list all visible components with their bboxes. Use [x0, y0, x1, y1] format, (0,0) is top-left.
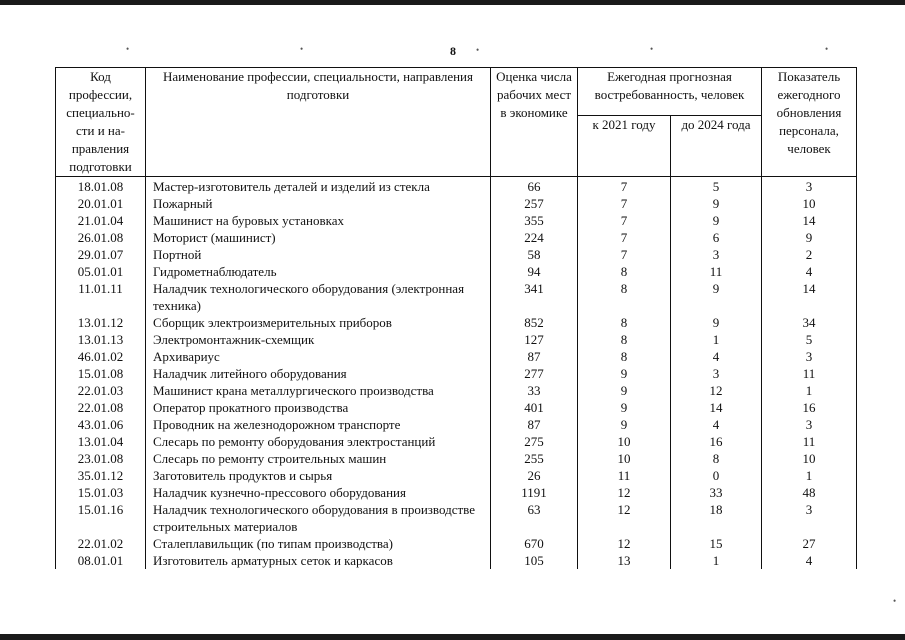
cell-name: Электромонтажник-схемщик: [146, 331, 491, 348]
cell-forecast-2021: 12: [578, 535, 671, 552]
cell-code: 46.01.02: [56, 348, 146, 365]
cell-name: Машинист на буровых установках: [146, 212, 491, 229]
cell-code: 22.01.08: [56, 399, 146, 416]
cell-code: 13.01.04: [56, 433, 146, 450]
cell-renewal: 14: [762, 212, 857, 229]
cell-forecast-2021: 10: [578, 433, 671, 450]
cell-code: 43.01.06: [56, 416, 146, 433]
cell-name: Оператор прокатного производства: [146, 399, 491, 416]
cell-name: Слесарь по ремонту строительных машин: [146, 450, 491, 467]
bottom-border: [0, 634, 905, 640]
cell-code: 08.01.01: [56, 552, 146, 569]
cell-jobs: 87: [491, 416, 578, 433]
cell-name: Сборщик электроизмерительных приборов: [146, 314, 491, 331]
table-row: [56, 195, 857, 212]
table-row: [56, 399, 857, 416]
table-row: [56, 348, 857, 365]
cell-jobs: 277: [491, 365, 578, 382]
cell-renewal: 10: [762, 195, 857, 212]
cell-forecast-2021: 8: [578, 348, 671, 365]
page-number: 8: [450, 44, 456, 58]
cell-jobs: 105: [491, 552, 578, 569]
cell-renewal: 11: [762, 365, 857, 382]
table-body: [56, 177, 857, 570]
cell-forecast-2024: 9: [671, 280, 762, 314]
cell-forecast-2024: 14: [671, 399, 762, 416]
scan-speck: •: [300, 44, 304, 54]
cell-name: Наладчик технологического оборудования в производстве строительных материалов: [146, 501, 491, 535]
table-row: [56, 246, 857, 263]
cell-jobs: 66: [491, 177, 578, 196]
cell-name: Сталеплавильщик (по типам производства): [146, 535, 491, 552]
header-forecast-2024: до 2024 года: [671, 116, 762, 177]
cell-code: 15.01.08: [56, 365, 146, 382]
cell-jobs: 33: [491, 382, 578, 399]
scan-speck: •: [825, 44, 829, 54]
cell-jobs: 670: [491, 535, 578, 552]
cell-forecast-2021: 7: [578, 229, 671, 246]
cell-renewal: 14: [762, 280, 857, 314]
cell-forecast-2024: 18: [671, 501, 762, 535]
table-row: [56, 280, 857, 314]
cell-forecast-2021: 8: [578, 314, 671, 331]
cell-forecast-2024: 12: [671, 382, 762, 399]
cell-jobs: 401: [491, 399, 578, 416]
cell-renewal: 27: [762, 535, 857, 552]
table-row: [56, 484, 857, 501]
cell-code: 22.01.02: [56, 535, 146, 552]
cell-forecast-2024: 5: [671, 177, 762, 196]
cell-forecast-2021: 9: [578, 399, 671, 416]
header-code: Код профессии, специально-сти и на-правления подготовки: [56, 68, 146, 177]
cell-code: 20.01.01: [56, 195, 146, 212]
cell-forecast-2021: 7: [578, 195, 671, 212]
cell-code: 23.01.08: [56, 450, 146, 467]
header-jobs-estimate: Оценка числа рабочих мест в экономике: [491, 68, 578, 177]
cell-forecast-2024: 4: [671, 348, 762, 365]
table-row: [56, 467, 857, 484]
cell-forecast-2021: 10: [578, 450, 671, 467]
cell-code: 13.01.12: [56, 314, 146, 331]
cell-renewal: 11: [762, 433, 857, 450]
cell-renewal: 3: [762, 416, 857, 433]
table-row: [56, 212, 857, 229]
cell-forecast-2021: 9: [578, 365, 671, 382]
cell-renewal: 34: [762, 314, 857, 331]
cell-forecast-2021: 11: [578, 467, 671, 484]
cell-name: Моторист (машинист): [146, 229, 491, 246]
cell-name: Пожарный: [146, 195, 491, 212]
cell-name: Архивариус: [146, 348, 491, 365]
cell-jobs: 94: [491, 263, 578, 280]
cell-jobs: 852: [491, 314, 578, 331]
cell-renewal: 1: [762, 467, 857, 484]
cell-renewal: 3: [762, 177, 857, 196]
header-renewal: Показатель ежегодного обновления персонала, человек: [762, 68, 857, 177]
cell-name: Наладчик кузнечно-прессового оборудования: [146, 484, 491, 501]
cell-forecast-2021: 8: [578, 331, 671, 348]
cell-forecast-2021: 7: [578, 177, 671, 196]
cell-jobs: 1191: [491, 484, 578, 501]
cell-renewal: 4: [762, 552, 857, 569]
cell-forecast-2021: 13: [578, 552, 671, 569]
table-row: [56, 177, 857, 196]
cell-code: 15.01.16: [56, 501, 146, 535]
cell-forecast-2024: 16: [671, 433, 762, 450]
cell-forecast-2024: 3: [671, 246, 762, 263]
cell-code: 15.01.03: [56, 484, 146, 501]
cell-renewal: 16: [762, 399, 857, 416]
table-row: [56, 416, 857, 433]
table-row: [56, 263, 857, 280]
cell-forecast-2024: 6: [671, 229, 762, 246]
cell-code: 11.01.11: [56, 280, 146, 314]
cell-jobs: 341: [491, 280, 578, 314]
cell-forecast-2024: 1: [671, 331, 762, 348]
cell-jobs: 355: [491, 212, 578, 229]
header-forecast-2021: к 2021 году: [578, 116, 671, 177]
scan-speck: •: [650, 44, 654, 54]
cell-code: 05.01.01: [56, 263, 146, 280]
cell-name: Слесарь по ремонту оборудования электростанций: [146, 433, 491, 450]
cell-forecast-2024: 11: [671, 263, 762, 280]
table-row: [56, 501, 857, 535]
header-forecast: Ежегодная прогнозная востребованность, человек: [578, 68, 762, 116]
cell-jobs: 26: [491, 467, 578, 484]
cell-name: Мастер-изготовитель деталей и изделий из стекла: [146, 177, 491, 196]
cell-renewal: 2: [762, 246, 857, 263]
top-border: [0, 0, 905, 5]
professions-table: [55, 67, 857, 569]
cell-forecast-2024: 8: [671, 450, 762, 467]
table-row: [56, 535, 857, 552]
scan-speck: •: [126, 44, 130, 54]
cell-forecast-2021: 12: [578, 501, 671, 535]
table-row: [56, 365, 857, 382]
cell-renewal: 48: [762, 484, 857, 501]
table-row: [56, 229, 857, 246]
cell-jobs: 127: [491, 331, 578, 348]
cell-renewal: 1: [762, 382, 857, 399]
cell-name: Проводник на железнодорожном транспорте: [146, 416, 491, 433]
table-row: [56, 382, 857, 399]
cell-name: Наладчик литейного оборудования: [146, 365, 491, 382]
cell-renewal: 4: [762, 263, 857, 280]
cell-jobs: 257: [491, 195, 578, 212]
cell-forecast-2021: 7: [578, 212, 671, 229]
cell-forecast-2021: 7: [578, 246, 671, 263]
cell-forecast-2021: 8: [578, 280, 671, 314]
cell-renewal: 3: [762, 501, 857, 535]
header-name: Наименование профессии, специальности, направления подготовки: [146, 68, 491, 177]
cell-forecast-2021: 8: [578, 263, 671, 280]
cell-forecast-2024: 1: [671, 552, 762, 569]
cell-forecast-2021: 12: [578, 484, 671, 501]
cell-forecast-2021: 9: [578, 382, 671, 399]
table-row: [56, 552, 857, 569]
cell-name: Машинист крана металлургического производства: [146, 382, 491, 399]
cell-name: Заготовитель продуктов и сырья: [146, 467, 491, 484]
cell-code: 35.01.12: [56, 467, 146, 484]
cell-forecast-2024: 15: [671, 535, 762, 552]
cell-name: Гидрометнаблюдатель: [146, 263, 491, 280]
cell-renewal: 3: [762, 348, 857, 365]
cell-forecast-2024: 0: [671, 467, 762, 484]
cell-code: 18.01.08: [56, 177, 146, 196]
cell-forecast-2024: 9: [671, 195, 762, 212]
cell-code: 21.01.04: [56, 212, 146, 229]
cell-forecast-2024: 33: [671, 484, 762, 501]
cell-code: 22.01.03: [56, 382, 146, 399]
cell-renewal: 9: [762, 229, 857, 246]
cell-jobs: 87: [491, 348, 578, 365]
cell-forecast-2024: 9: [671, 314, 762, 331]
cell-code: 13.01.13: [56, 331, 146, 348]
cell-forecast-2024: 3: [671, 365, 762, 382]
cell-name: Наладчик технологического оборудования (электронная техника): [146, 280, 491, 314]
cell-forecast-2024: 4: [671, 416, 762, 433]
cell-code: 29.01.07: [56, 246, 146, 263]
cell-jobs: 224: [491, 229, 578, 246]
scan-speck: •: [476, 45, 480, 55]
cell-jobs: 275: [491, 433, 578, 450]
table-row: [56, 331, 857, 348]
cell-forecast-2021: 9: [578, 416, 671, 433]
cell-renewal: 10: [762, 450, 857, 467]
cell-name: Портной: [146, 246, 491, 263]
scan-speck: •: [893, 596, 897, 606]
table-row: [56, 433, 857, 450]
cell-jobs: 255: [491, 450, 578, 467]
cell-code: 26.01.08: [56, 229, 146, 246]
table-row: [56, 314, 857, 331]
cell-jobs: 58: [491, 246, 578, 263]
cell-renewal: 5: [762, 331, 857, 348]
table-row: [56, 450, 857, 467]
cell-jobs: 63: [491, 501, 578, 535]
cell-name: Изготовитель арматурных сеток и каркасов: [146, 552, 491, 569]
cell-forecast-2024: 9: [671, 212, 762, 229]
